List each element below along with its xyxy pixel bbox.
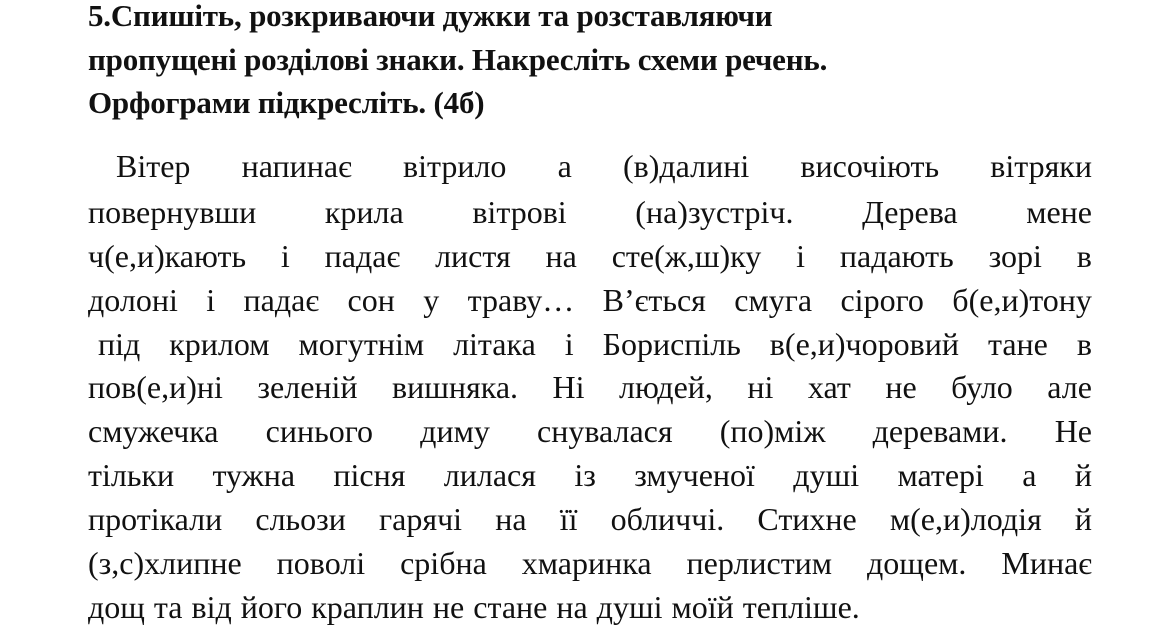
word: із xyxy=(574,457,596,493)
word: пісня xyxy=(333,457,406,493)
text-line-11: дощ та від його краплин не стане на душі моїй тепліше. xyxy=(88,589,860,625)
task-heading-line-3: Орфограми підкресліть. (4б) xyxy=(88,85,485,120)
word: не xyxy=(885,369,917,405)
word: під xyxy=(98,326,141,362)
text-line-10 xyxy=(88,543,1092,583)
word: крилом xyxy=(169,326,270,362)
word: змученої xyxy=(634,457,755,493)
word: в(е,и)чоровий xyxy=(769,326,959,362)
word: вітряки xyxy=(990,148,1092,184)
word: хат xyxy=(807,369,851,405)
word: тане xyxy=(987,326,1048,362)
word: м(е,и)лодія xyxy=(889,501,1042,537)
word: було xyxy=(951,369,1013,405)
word: падає xyxy=(324,238,401,274)
word: а xyxy=(1022,457,1037,493)
task-heading-line-1: 5.Спишіть, розкриваючи дужки та розставляючи xyxy=(88,0,773,33)
word: а xyxy=(557,148,572,184)
word: смуга xyxy=(734,282,813,318)
word: Вітер xyxy=(116,148,191,184)
word: Стихне xyxy=(757,501,857,537)
word: ч(е,и)кають xyxy=(88,238,247,274)
word: траву… xyxy=(467,282,575,318)
word: В’ється xyxy=(602,282,706,318)
word: і xyxy=(280,238,290,274)
word: диму xyxy=(420,413,490,449)
word: і xyxy=(206,282,216,318)
text-line-4 xyxy=(88,280,1092,320)
task-heading-line-2: пропущені розділові знаки. Накресліть схеми речень. xyxy=(88,42,828,77)
word: на xyxy=(495,501,527,537)
word: могутнім xyxy=(298,326,425,362)
text-line-3 xyxy=(88,236,1092,276)
word: на xyxy=(545,238,577,274)
word: тільки xyxy=(88,457,175,493)
word: вітрило xyxy=(402,148,507,184)
word: у xyxy=(423,282,440,318)
word: літака xyxy=(453,326,536,362)
word: (на)зустріч. xyxy=(635,194,794,230)
word: Дерева xyxy=(862,194,958,230)
word: вишняка. xyxy=(392,369,519,405)
word: в xyxy=(1076,238,1092,274)
word: в xyxy=(1076,326,1092,362)
word: пов(е,и)ні xyxy=(88,369,223,405)
word: тужна xyxy=(212,457,296,493)
word: сон xyxy=(347,282,395,318)
word: сте(ж,ш)ку xyxy=(611,238,762,274)
word: падає xyxy=(243,282,320,318)
word: ні xyxy=(747,369,774,405)
word: срібна xyxy=(400,545,487,581)
word: Не xyxy=(1054,413,1092,449)
word: долоні xyxy=(88,282,178,318)
word: б(е,и)тону xyxy=(952,282,1092,318)
word: й xyxy=(1074,501,1092,537)
word: зорі xyxy=(988,238,1042,274)
word: височіють xyxy=(800,148,940,184)
word: деревами. xyxy=(872,413,1008,449)
word: синього xyxy=(265,413,374,449)
word: крила xyxy=(324,194,404,230)
word: напинає xyxy=(241,148,352,184)
word: її xyxy=(559,501,578,537)
text-line-8 xyxy=(88,455,1092,495)
word: поволі xyxy=(276,545,366,581)
word: протікали xyxy=(88,501,223,537)
word: матері xyxy=(897,457,984,493)
word: сірого xyxy=(840,282,924,318)
word: зеленій xyxy=(257,369,358,405)
word: але xyxy=(1047,369,1092,405)
word: й xyxy=(1074,457,1092,493)
text-line-9 xyxy=(88,499,1092,539)
word: мене xyxy=(1026,194,1092,230)
word: сльози xyxy=(255,501,346,537)
word: Бориспіль xyxy=(602,326,741,362)
text-line-1 xyxy=(88,146,1092,186)
word: людей, xyxy=(619,369,713,405)
word: (по)між xyxy=(719,413,826,449)
word: гарячі xyxy=(379,501,463,537)
word: Минає xyxy=(1001,545,1092,581)
word: повернувши xyxy=(88,194,257,230)
word: листя xyxy=(435,238,511,274)
word: (в)далині xyxy=(622,148,750,184)
word: хмаринка xyxy=(521,545,652,581)
word: дощем. xyxy=(867,545,967,581)
word: душі xyxy=(793,457,860,493)
word: обличчі. xyxy=(610,501,725,537)
word: смужечка xyxy=(88,413,219,449)
word: (з,с)хлипне xyxy=(88,545,242,581)
text-line-5 xyxy=(88,324,1092,364)
word: і xyxy=(796,238,805,274)
text-line-2 xyxy=(88,192,1092,232)
word: Ні xyxy=(552,369,585,405)
word: снувалася xyxy=(536,413,673,449)
word: вітрові xyxy=(472,194,567,230)
word: перлистим xyxy=(686,545,833,581)
word: і xyxy=(564,326,574,362)
text-line-6 xyxy=(88,367,1092,407)
word: падають xyxy=(839,238,954,274)
text-line-7 xyxy=(88,411,1092,451)
word: лилася xyxy=(443,457,536,493)
